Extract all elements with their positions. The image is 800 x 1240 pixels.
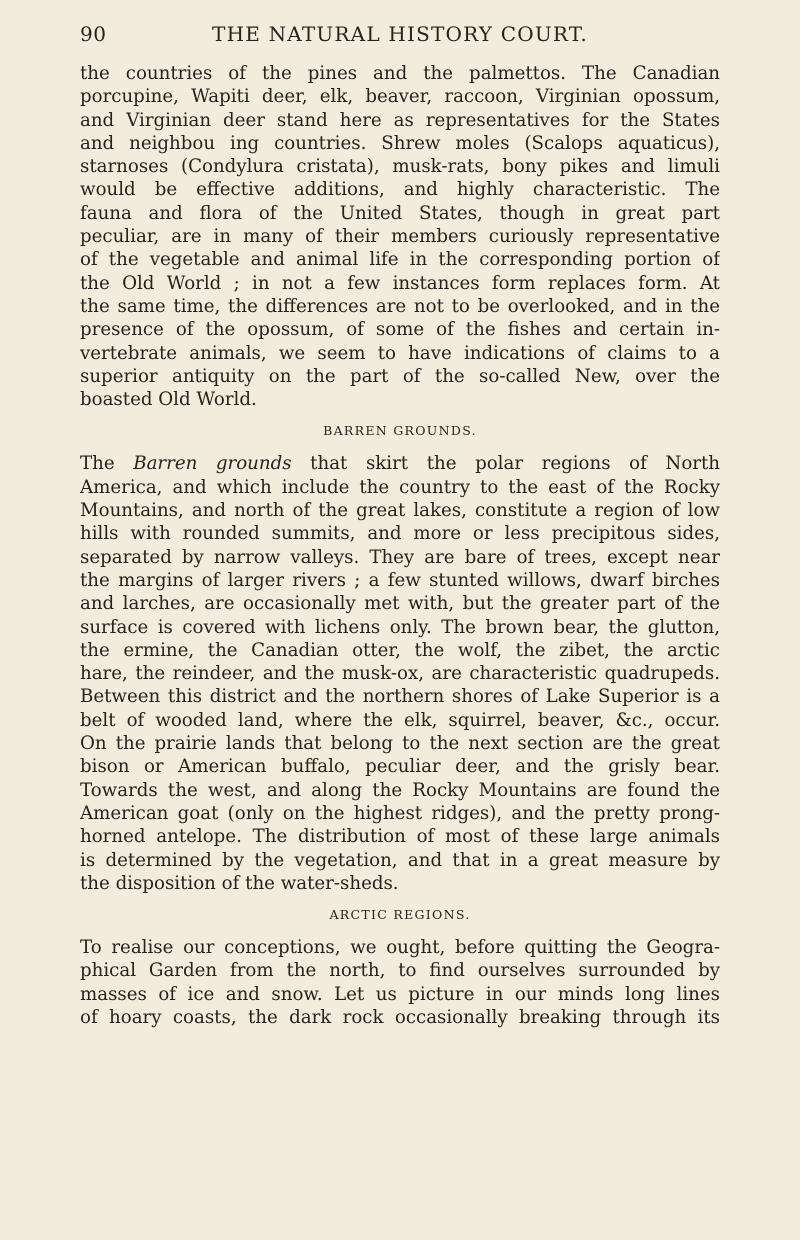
italic-term: Barren grounds [133,453,292,475]
section-heading-arctic-regions: ARCTIC REGIONS. [329,907,471,923]
text-line: phical Garden from the north, to find ourselves surrounded by [80,960,720,982]
text-line: the margins of larger rivers ; a few stunted willows, dwarf birches [80,569,720,591]
text-line: would be effective additions, and highly characteristic. The [80,179,720,201]
text-run: that skirt the polar regions of North [291,453,720,475]
text-line: and neighbou ing countries. Shrew moles (Scalops aquaticus), [80,132,720,154]
text-line: Between this district and the northern shores of Lake Superior is a [80,686,720,708]
text-line: peculiar, are in many of their members curiously representative [80,226,720,248]
paragraph-barren-grounds [80,452,720,895]
text-line: of hoary coasts, the dark rock occasionally breaking through its [80,1006,720,1028]
text-line: the disposition of the water-sheds. [80,872,399,894]
spacer [80,924,720,936]
text-line: belt of wooded land, where the elk, squirrel, beaver, &c., occur. [80,709,720,731]
text-line: hare, the reindeer, and the musk-ox, are characteristic quadrupeds. [80,663,720,685]
text-line: fauna and flora of the United States, though in great part [80,202,720,224]
spacer [80,895,720,906]
text-line: separated by narrow valleys. They are bare of trees, except near [80,546,720,568]
text-line: the countries of the pines and the palmettos. The Canadian [80,63,720,84]
paragraph-continuation [80,62,720,411]
paragraph-arctic-regions [80,936,720,1029]
text-line: the Old World ; in not a few instances form replaces form. At [80,272,720,294]
spacer [80,411,720,422]
text-line: vertebrate animals, we seem to have indications of claims to a [80,342,720,364]
body-text [80,62,720,1029]
text-line-first [80,452,720,475]
spacer [80,440,720,452]
text-line: hills with rounded summits, and more or less precipitous sides, [80,523,720,545]
text-line: porcupine, Wapiti deer, elk, beaver, raccoon, Virginian opossum, [80,86,720,108]
text-line: presence of the opossum, of some of the fishes and certain in- [80,319,720,341]
text-line: Mountains, and north of the great lakes, constitute a region of low [80,500,720,522]
text-line: American goat (only on the highest ridges), and the pretty prong- [80,802,720,824]
text-line: surface is covered with lichens only. The brown bear, the glutton, [80,616,720,638]
text-line: the same time, the differences are not to be overlooked, and in the [80,295,720,317]
text-line: horned antelope. The distribution of most of these large animals [80,826,720,848]
text-line: and Virginian deer stand here as representatives for the States [80,109,720,131]
section-heading-barren-grounds: BARREN GROUNDS. [323,423,477,439]
text-line: superior antiquity on the part of the so-called New, over the [80,365,720,387]
text-line: bison or American buffalo, peculiar deer, and the grisly bear. [80,756,720,778]
text-line: boasted Old World. [80,389,257,411]
text-line: the ermine, the Canadian otter, the wolf, the zibet, the arctic [80,639,720,661]
text-run: The [80,453,134,475]
text-line: starnoses (Condylura cristata), musk-rats, bony pikes and limuli [80,156,720,178]
page-header [80,22,720,52]
running-head: THE NATURAL HISTORY COURT. [212,22,588,46]
text-line: is determined by the vegetation, and that in a great measure by [80,849,720,871]
text-line: Towards the west, and along the Rocky Mountains are found the [80,779,720,801]
text-line: and larches, are occasionally met with, but the greater part of the [80,593,720,615]
text-line: of the vegetable and animal life in the corresponding portion of [80,249,720,271]
text-line: To realise our conceptions, we ought, before quitting the Geogra- [80,937,720,959]
page-number: 90 [80,22,107,46]
text-line: On the prairie lands that belong to the next section are the great [80,733,720,755]
text-line: masses of ice and snow. Let us picture in our minds long lines [80,983,720,1005]
text-line: America, and which include the country to the east of the Rocky [80,476,720,498]
